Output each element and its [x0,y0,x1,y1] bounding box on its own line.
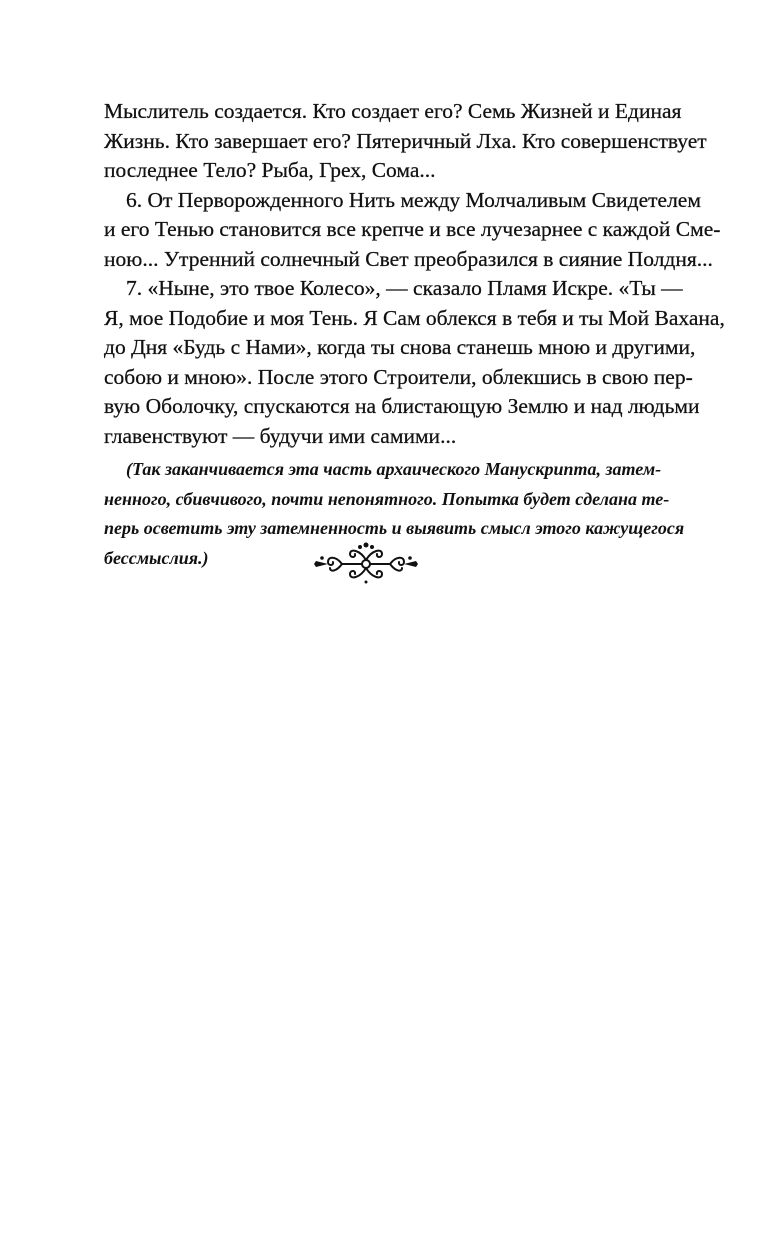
text-line: Я, мое Подобие и моя Тень. Я Сам облекся в тебя и ты Мой Вахана, [104,305,725,330]
text-line: и его Тенью становится все крепче и все лучезарнее с каждой Сме- [104,217,721,241]
note-line: бессмыслия.) [104,547,209,568]
text-line: до Дня «Будь с Нами», когда ты снова станешь мною и другими, [104,335,696,359]
paragraph-6 [104,186,721,275]
note-line: ненного, сбивчивого, почти непонятного. Попытка будет сделана те- [104,488,670,509]
text-line: вую Оболочку, спускаются на блистающую Землю и над людьми [104,394,700,418]
text-line: главенствуют — будучи ими самими... [104,423,457,448]
text-line: последнее Тело? Рыба, Грех, Сома... [104,158,436,182]
text-line: Жизнь. Кто завершает его? Пятеричный Лха. Кто совершенствует [104,128,707,153]
paragraph-1 [104,97,707,186]
page-body [104,97,725,573]
paragraph-7 [104,274,725,451]
text-line: Мыслитель создается. Кто создает его? Семь Жизней и Единая [104,99,682,123]
text-line: 7. «Ныне, это твое Колесо», — сказало Пламя Искре. «Ты — [126,276,683,300]
decorative-scroll-ornament-icon [310,540,422,584]
text-line: 6. От Перворожденного Нить между Молчаливым Свидетелем [126,187,701,212]
note-line: (Так заканчивается эта часть архаического Манускрипта, затем- [126,459,662,479]
note-line: перь осветить эту затемненность и выявить смысл этого кажущегося [104,518,685,538]
text-line: собою и мною». После этого Строители, облекшись в свою пер- [104,364,693,389]
text-line: ною... Утренний солнечный Свет преобразился в сияние Полдня... [104,246,713,271]
